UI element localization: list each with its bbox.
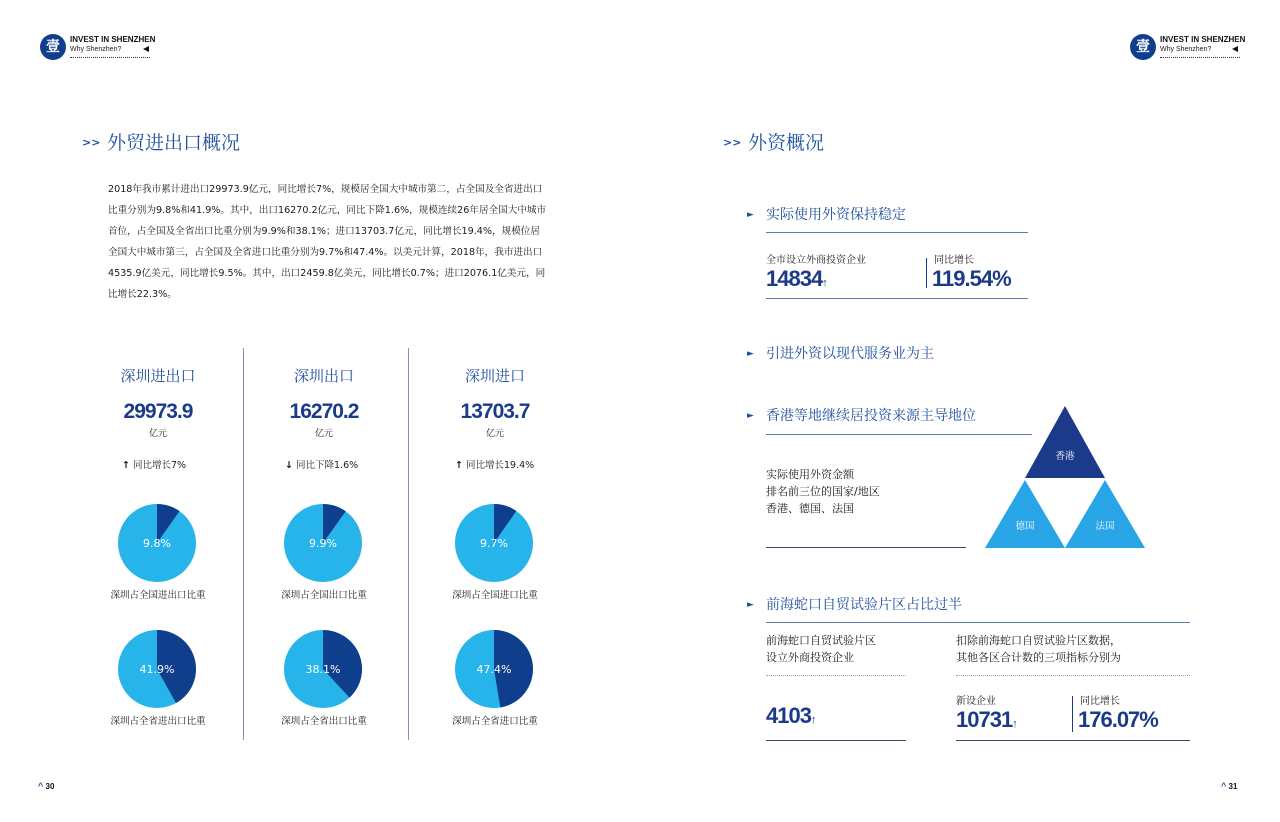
page-number-left bbox=[38, 781, 54, 791]
sub-title-services: 引进外资以现代服务业为主 bbox=[766, 346, 934, 362]
section-title-trade: 外贸进出口概况 bbox=[107, 132, 241, 154]
pie-chart bbox=[284, 630, 362, 708]
others-label: 扣除前海蛇口自贸试验片区数据， bbox=[956, 634, 1121, 647]
section-arrow-icon: >> bbox=[723, 136, 742, 149]
stat-number: 4103 bbox=[766, 703, 811, 728]
value-growth: 119.54% bbox=[932, 266, 1011, 291]
pie-caption: 深圳占全省出口比重 bbox=[281, 716, 367, 727]
divider bbox=[956, 740, 1190, 741]
dotted-divider bbox=[956, 675, 1190, 676]
divider bbox=[766, 232, 1028, 233]
col-unit-import: 亿元 bbox=[485, 429, 504, 439]
pie-label: 9.7% bbox=[480, 537, 508, 550]
triangle-label: 德国 bbox=[1015, 521, 1035, 532]
down-arrow-icon: ↓ bbox=[285, 460, 293, 471]
header-title-right: INVEST IN SHENZHEN bbox=[1160, 35, 1246, 44]
header-subtitle-left: Why Shenzhen? bbox=[70, 46, 122, 53]
bullet-icon: ► bbox=[747, 210, 754, 220]
pie-caption: 深圳占全国进口比重 bbox=[452, 590, 538, 601]
pie-caption: 深圳占全国出口比重 bbox=[281, 590, 367, 601]
up-arrow-icon: ↑ bbox=[810, 714, 816, 726]
sub-title-qianhai: 前海蛇口自贸试验片区占比过半 bbox=[766, 597, 962, 613]
stat-number: 10731 bbox=[956, 707, 1013, 732]
col-value-export: 16270.2 bbox=[289, 400, 359, 423]
caret-icon: ^ bbox=[38, 781, 44, 791]
value-qianhai bbox=[766, 703, 815, 729]
col-title-import: 深圳进口 bbox=[464, 367, 525, 385]
page-number-text: 30 bbox=[45, 782, 55, 791]
page-number-text: 31 bbox=[1228, 782, 1238, 791]
col-unit-export: 亿元 bbox=[314, 429, 333, 439]
change-text: 同比增长19.4% bbox=[466, 460, 535, 471]
sub-title-hk: 香港等地继续居投资来源主导地位 bbox=[766, 408, 976, 424]
others-label: 其他各区合计数的三项指标分别为 bbox=[956, 651, 1121, 664]
col-title-total: 深圳进出口 bbox=[120, 367, 196, 385]
bullet-icon: ► bbox=[747, 600, 754, 610]
header-subtitle-right: Why Shenzhen? bbox=[1160, 46, 1212, 53]
label-fie-count: 全市设立外商投资企业 bbox=[766, 255, 866, 266]
pie-label: 47.4% bbox=[476, 663, 512, 676]
logo-badge: 壹 bbox=[40, 34, 66, 60]
arrow-line bbox=[1072, 696, 1073, 732]
header-title-left: INVEST IN SHENZHEN bbox=[70, 35, 156, 44]
pie-caption: 深圳占全省进出口比重 bbox=[110, 716, 206, 727]
page-number-right bbox=[1221, 781, 1237, 791]
qianhai-label: 设立外商投资企业 bbox=[766, 651, 854, 664]
divider bbox=[766, 547, 966, 548]
divider bbox=[766, 622, 1190, 623]
pie-chart bbox=[118, 504, 196, 582]
col-title-export: 深圳出口 bbox=[293, 367, 354, 385]
triangle-label: 香港 bbox=[1055, 451, 1075, 462]
info-line: 香港、德国、法国 bbox=[766, 502, 854, 515]
bullet-icon: ► bbox=[747, 349, 754, 359]
bullet-icon: ► bbox=[747, 411, 754, 421]
sub-title-stable: 实际使用外资保持稳定 bbox=[766, 207, 906, 223]
value-fie-count bbox=[766, 266, 827, 292]
pie-chart bbox=[455, 630, 533, 708]
label-growth: 同比增长 bbox=[934, 255, 974, 266]
arrow-line bbox=[926, 258, 927, 288]
dotted-divider bbox=[766, 675, 906, 676]
pie-label: 38.1% bbox=[305, 663, 341, 676]
pie-charts bbox=[0, 0, 640, 760]
section-title-fdi: 外资概况 bbox=[748, 132, 825, 154]
speaker-icon bbox=[1232, 46, 1238, 52]
col-value-total: 29973.9 bbox=[123, 400, 193, 423]
info-line: 实际使用外资金额 bbox=[766, 468, 854, 481]
info-line: 排名前三位的国家/地区 bbox=[766, 485, 880, 498]
pie-chart bbox=[118, 630, 196, 708]
col-unit-total: 亿元 bbox=[148, 429, 167, 439]
pie-label: 9.9% bbox=[309, 537, 337, 550]
up-arrow-icon: ↑ bbox=[822, 277, 827, 289]
label-new-firms: 新设企业 bbox=[956, 696, 996, 707]
stat-number: 14834 bbox=[766, 266, 823, 291]
pie-caption: 深圳占全省进口比重 bbox=[452, 716, 538, 727]
triangle-france bbox=[1065, 480, 1145, 548]
value-growth-others: 176.07% bbox=[1078, 707, 1158, 732]
header-divider-right bbox=[1160, 57, 1240, 58]
value-new-firms bbox=[956, 707, 1017, 733]
change-text: 同比下降1.6% bbox=[296, 460, 359, 471]
divider bbox=[766, 740, 906, 741]
section-arrow-icon: >> bbox=[82, 136, 101, 149]
trade-paragraph: 2018年我市累计进出口29973.9亿元，同比增长7%，规模居全国大中城市第二，占全国及全省进出口比重分别为9.8%和41.9%。其中，出口16270.2亿元，同比下降1.6%，规模连续26年居全国大中城市首位，占全国及全省出口比重分别为9.9%和38.1%；进口13703.7亿元，同比增长19.4%，规模位居全国大中城市第三，占全国及全省进口比重分别为9.7%和47.4%。以美元计算，2018年，我市进出口4535.9亿美元，同比增长9.5%。其中，出口2459.8亿美元，同比增长0.7%；进口2076.1亿美元，同比增长22.3%。 bbox=[108, 184, 547, 300]
divider bbox=[766, 298, 1028, 299]
source-triangle-diagram bbox=[980, 404, 1150, 550]
qianhai-label: 前海蛇口自贸试验片区 bbox=[766, 634, 876, 647]
triangle-hongkong bbox=[1025, 406, 1105, 478]
triangle-label: 法国 bbox=[1095, 521, 1115, 532]
up-arrow-icon: ↑ bbox=[455, 460, 463, 471]
up-arrow-icon: ↑ bbox=[1012, 718, 1017, 730]
pie-chart bbox=[455, 504, 533, 582]
col-value-import: 13703.7 bbox=[460, 400, 530, 423]
change-text: 同比增长7% bbox=[133, 460, 187, 471]
pie-caption: 深圳占全国进出口比重 bbox=[110, 590, 206, 601]
pie-chart bbox=[284, 504, 362, 582]
pie-label: 41.9% bbox=[139, 663, 175, 676]
logo-badge: 壹 bbox=[1130, 34, 1156, 60]
up-arrow-icon: ↑ bbox=[122, 460, 130, 471]
caret-icon: ^ bbox=[1221, 781, 1227, 791]
label-growth-others: 同比增长 bbox=[1080, 696, 1120, 707]
pie-label: 9.8% bbox=[143, 537, 171, 550]
triangle-germany bbox=[985, 480, 1065, 548]
